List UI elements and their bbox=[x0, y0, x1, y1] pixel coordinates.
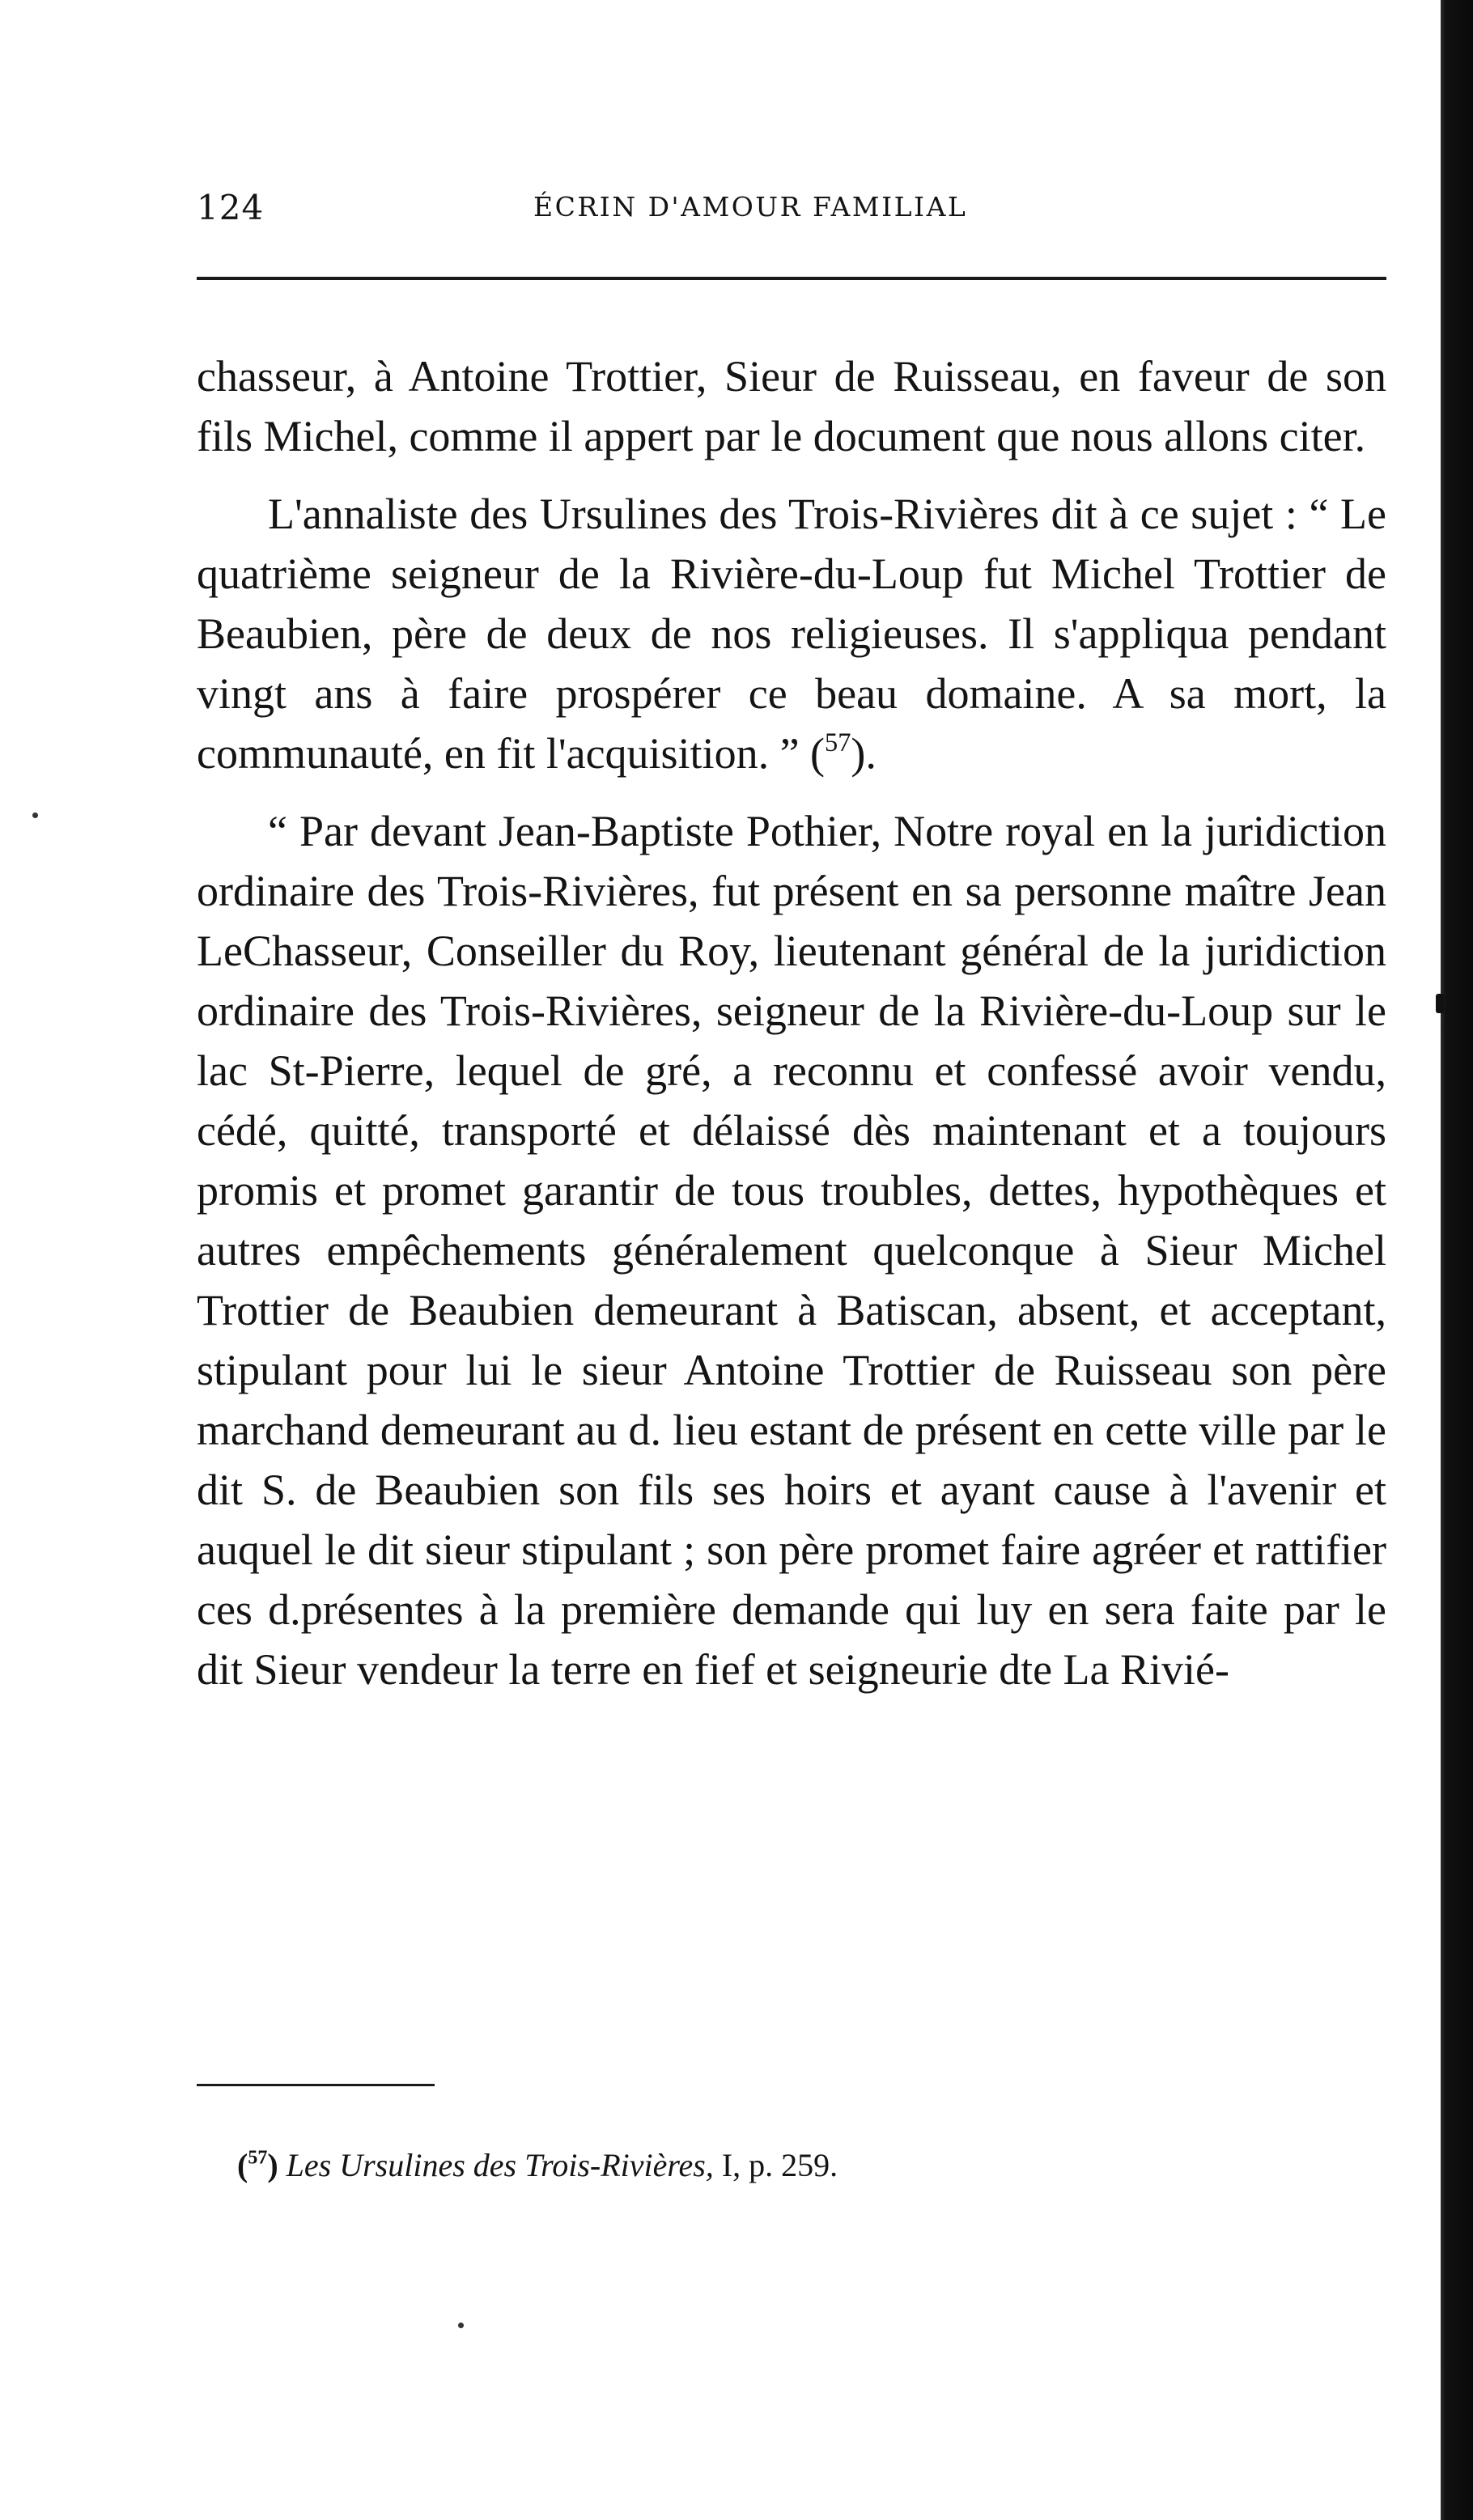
page-header bbox=[197, 188, 1386, 244]
paragraph-3: “ Par devant Jean-Baptiste Pothier, Notre royal en la juridiction ordinaire des Trois-Rivières, fut présent en sa personne maître Jean LeChasseur, Conseiller du Roy, lieutenant général de la juridiction ordinaire des Trois-Rivières, seigneur de la Rivière-du-Loup sur le lac St-Pierre, lequel de gré, a reconnu et confessé avoir vendu, cédé, quitté, transporté et délaissé dès maintenant et a toujours promis et promet garantir de tous troubles, dettes, hypothèques et autres empêchements généralement quelconque à Sieur Michel Trottier de Beaubien demeurant à Batiscan, absent, et acceptant, stipulant pour lui le sieur Antoine Trottier de Ruisseau son père marchand demeurant au d. lieu estant de présent en cette ville par le dit S. de Beaubien son fils ses hoirs et ayant cause à l'avenir et auquel le dit sieur stipulant ; son père promet faire agréer et rattifier ces d.présentes à la première demande qui luy en sera faite par le dit Sieur vendeur la terre en fief et seigneurie dte La Rivié- bbox=[197, 807, 1386, 1694]
paragraph-2 bbox=[197, 484, 1386, 783]
footnote-reference: 57 bbox=[825, 728, 851, 757]
running-title: ÉCRIN D'AMOUR FAMILIAL bbox=[533, 191, 968, 223]
page-number: 124 bbox=[197, 188, 265, 227]
footnote-marker-open: ( bbox=[237, 2147, 248, 2183]
footnote-citation: I, p. 259. bbox=[713, 2147, 838, 2183]
footnote-marker-close: ) bbox=[267, 2147, 278, 2183]
body-text bbox=[197, 346, 1386, 1699]
footnote bbox=[237, 2146, 838, 2184]
header-rule bbox=[197, 277, 1386, 280]
paragraph-1: chasseur, à Antoine Trottier, Sieur de Ruisseau, en faveur de son fils Michel, comme il appert par le document que nous allons citer. bbox=[197, 352, 1386, 460]
page-edge-shadow bbox=[1441, 0, 1473, 2520]
footnote-rule bbox=[197, 2084, 435, 2086]
paragraph-2-end: ). bbox=[851, 729, 877, 778]
footnote-source-title: Les Ursulines des Trois-Rivières, bbox=[286, 2147, 714, 2183]
print-speck bbox=[458, 2323, 464, 2328]
paragraph-2-text: L'annaliste des Ursulines des Trois-Rivières dit à ce sujet : “ Le quatrième seigneur de la Rivière-du-Loup fut Michel Trottier de Beaubien, père de deux de nos religieuses. Il s'appliqua pendant vingt ans à faire prospérer ce beau domaine. A sa mort, la communauté, en fit l'acquisition. ” ( bbox=[197, 490, 1386, 778]
footnote-marker-number: 57 bbox=[248, 2147, 268, 2169]
print-speck bbox=[32, 812, 38, 818]
page-edge-notch bbox=[1436, 994, 1444, 1013]
